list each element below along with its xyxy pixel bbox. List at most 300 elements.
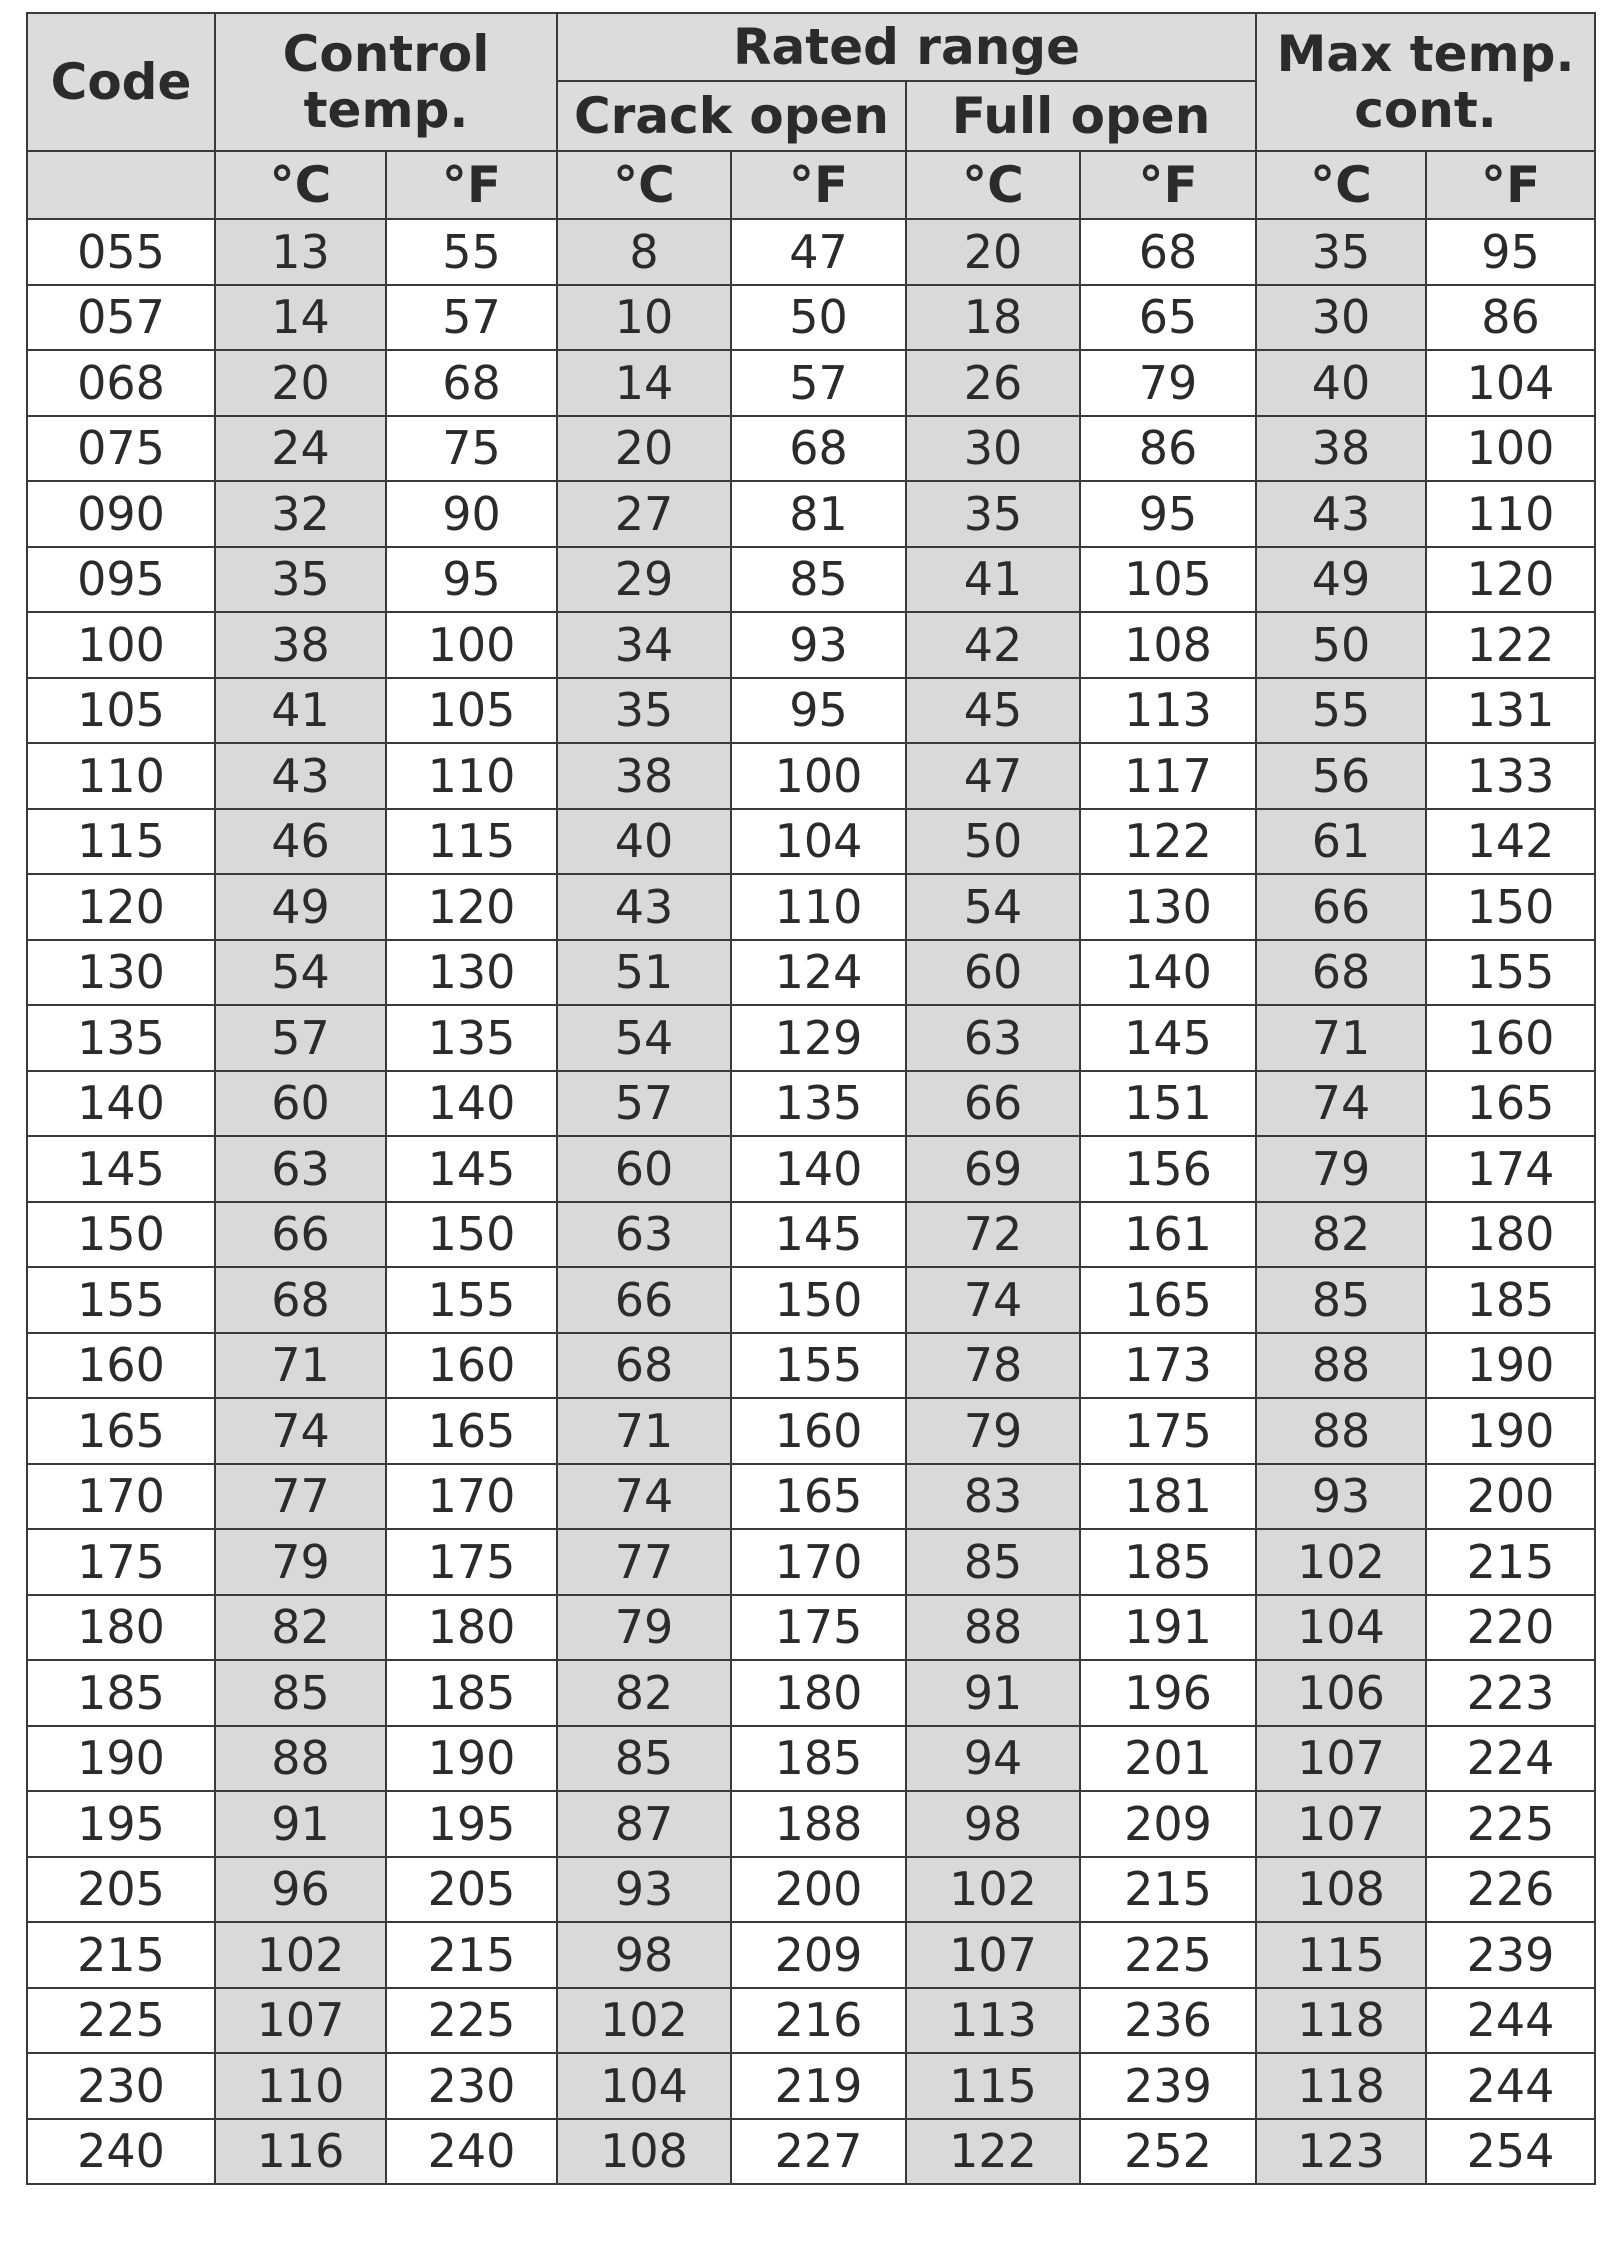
cell-full-f: 239: [1080, 2053, 1256, 2119]
table-row: [27, 612, 1595, 678]
cell-full-c: 18: [906, 285, 1080, 351]
header-control-temp: Control temp.: [215, 13, 557, 151]
cell-full-c: 102: [906, 1857, 1080, 1923]
table-row: [27, 1071, 1595, 1137]
cell-control-c: 38: [215, 612, 386, 678]
cell-full-f: 225: [1080, 1922, 1256, 1988]
cell-max-f: 165: [1426, 1071, 1595, 1137]
cell-full-f: 68: [1080, 219, 1256, 285]
cell-max-f: 239: [1426, 1922, 1595, 1988]
cell-control-c: 35: [215, 547, 386, 613]
table-row: [27, 1726, 1595, 1792]
cell-crack-c: 35: [557, 678, 731, 744]
cell-full-f: 175: [1080, 1398, 1256, 1464]
table-row: [27, 809, 1595, 875]
cell-code: 175: [27, 1529, 215, 1595]
cell-crack-c: 54: [557, 1005, 731, 1071]
cell-full-f: 117: [1080, 743, 1256, 809]
cell-max-c: 55: [1256, 678, 1426, 744]
cell-full-c: 115: [906, 2053, 1080, 2119]
cell-crack-f: 165: [731, 1464, 906, 1530]
cell-max-f: 215: [1426, 1529, 1595, 1595]
cell-crack-f: 95: [731, 678, 906, 744]
cell-full-c: 54: [906, 874, 1080, 940]
cell-crack-c: 29: [557, 547, 731, 613]
cell-crack-f: 160: [731, 1398, 906, 1464]
cell-full-c: 91: [906, 1660, 1080, 1726]
table-row: [27, 2119, 1595, 2185]
cell-control-c: 57: [215, 1005, 386, 1071]
cell-control-c: 96: [215, 1857, 386, 1923]
cell-crack-f: 145: [731, 1202, 906, 1268]
unit-full-c: °C: [906, 151, 1080, 219]
table-row: [27, 1660, 1595, 1726]
cell-crack-c: 104: [557, 2053, 731, 2119]
cell-max-f: 190: [1426, 1398, 1595, 1464]
cell-control-f: 135: [386, 1005, 557, 1071]
cell-control-c: 85: [215, 1660, 386, 1726]
cell-code: 075: [27, 416, 215, 482]
cell-code: 165: [27, 1398, 215, 1464]
cell-code: 140: [27, 1071, 215, 1137]
cell-crack-f: 175: [731, 1595, 906, 1661]
cell-full-f: 181: [1080, 1464, 1256, 1530]
cell-crack-f: 47: [731, 219, 906, 285]
cell-full-f: 151: [1080, 1071, 1256, 1137]
table-row: [27, 350, 1595, 416]
cell-crack-f: 150: [731, 1267, 906, 1333]
cell-max-c: 107: [1256, 1791, 1426, 1857]
table-row: [27, 1005, 1595, 1071]
cell-crack-f: 124: [731, 940, 906, 1006]
temperature-table-container: [26, 12, 1596, 2185]
cell-control-f: 165: [386, 1398, 557, 1464]
cell-code: 130: [27, 940, 215, 1006]
header-code: Code: [27, 13, 215, 151]
cell-code: 105: [27, 678, 215, 744]
cell-control-c: 71: [215, 1333, 386, 1399]
cell-full-c: 50: [906, 809, 1080, 875]
cell-crack-f: 209: [731, 1922, 906, 1988]
cell-crack-f: 50: [731, 285, 906, 351]
cell-control-c: 88: [215, 1726, 386, 1792]
unit-full-f: °F: [1080, 151, 1256, 219]
cell-control-f: 145: [386, 1136, 557, 1202]
cell-control-f: 205: [386, 1857, 557, 1923]
header-max-temp-cont: Max temp. cont.: [1256, 13, 1595, 151]
cell-control-f: 215: [386, 1922, 557, 1988]
cell-crack-c: 71: [557, 1398, 731, 1464]
cell-crack-c: 20: [557, 416, 731, 482]
cell-max-c: 115: [1256, 1922, 1426, 1988]
table-row: [27, 1202, 1595, 1268]
cell-full-c: 79: [906, 1398, 1080, 1464]
cell-code: 205: [27, 1857, 215, 1923]
cell-code: 090: [27, 481, 215, 547]
cell-control-f: 185: [386, 1660, 557, 1726]
cell-crack-f: 170: [731, 1529, 906, 1595]
unit-max-c: °C: [1256, 151, 1426, 219]
header-full-open: Full open: [906, 81, 1256, 151]
cell-crack-c: 57: [557, 1071, 731, 1137]
cell-max-c: 74: [1256, 1071, 1426, 1137]
cell-code: 240: [27, 2119, 215, 2185]
cell-control-f: 68: [386, 350, 557, 416]
cell-max-f: 131: [1426, 678, 1595, 744]
table-row: [27, 1136, 1595, 1202]
cell-control-f: 175: [386, 1529, 557, 1595]
table-row: [27, 1464, 1595, 1530]
cell-full-f: 156: [1080, 1136, 1256, 1202]
cell-control-c: 66: [215, 1202, 386, 1268]
cell-crack-c: 14: [557, 350, 731, 416]
cell-control-c: 46: [215, 809, 386, 875]
cell-max-c: 61: [1256, 809, 1426, 875]
table-row: [27, 2053, 1595, 2119]
cell-code: 095: [27, 547, 215, 613]
cell-full-c: 35: [906, 481, 1080, 547]
cell-crack-f: 185: [731, 1726, 906, 1792]
cell-full-f: 122: [1080, 809, 1256, 875]
table-row: [27, 547, 1595, 613]
cell-max-c: 85: [1256, 1267, 1426, 1333]
cell-control-c: 20: [215, 350, 386, 416]
cell-code: 180: [27, 1595, 215, 1661]
cell-max-c: 104: [1256, 1595, 1426, 1661]
cell-crack-c: 82: [557, 1660, 731, 1726]
cell-code: 068: [27, 350, 215, 416]
unit-control-c: °C: [215, 151, 386, 219]
table-row: [27, 1529, 1595, 1595]
cell-full-f: 145: [1080, 1005, 1256, 1071]
cell-full-c: 26: [906, 350, 1080, 416]
cell-max-c: 30: [1256, 285, 1426, 351]
cell-max-c: 88: [1256, 1333, 1426, 1399]
cell-control-f: 230: [386, 2053, 557, 2119]
cell-crack-f: 180: [731, 1660, 906, 1726]
cell-full-c: 60: [906, 940, 1080, 1006]
cell-control-f: 90: [386, 481, 557, 547]
cell-max-c: 38: [1256, 416, 1426, 482]
cell-full-f: 79: [1080, 350, 1256, 416]
cell-full-f: 201: [1080, 1726, 1256, 1792]
cell-control-c: 32: [215, 481, 386, 547]
cell-full-f: 140: [1080, 940, 1256, 1006]
cell-max-f: 110: [1426, 481, 1595, 547]
cell-full-c: 45: [906, 678, 1080, 744]
cell-full-f: 105: [1080, 547, 1256, 613]
cell-crack-c: 85: [557, 1726, 731, 1792]
cell-full-f: 209: [1080, 1791, 1256, 1857]
cell-max-f: 150: [1426, 874, 1595, 940]
cell-crack-c: 77: [557, 1529, 731, 1595]
cell-max-f: 120: [1426, 547, 1595, 613]
cell-max-f: 244: [1426, 2053, 1595, 2119]
table-row: [27, 940, 1595, 1006]
cell-max-c: 56: [1256, 743, 1426, 809]
cell-control-f: 160: [386, 1333, 557, 1399]
unit-max-f: °F: [1426, 151, 1595, 219]
cell-full-c: 83: [906, 1464, 1080, 1530]
cell-code: 115: [27, 809, 215, 875]
cell-crack-c: 63: [557, 1202, 731, 1268]
cell-code: 215: [27, 1922, 215, 1988]
cell-max-f: 190: [1426, 1333, 1595, 1399]
cell-full-f: 215: [1080, 1857, 1256, 1923]
cell-crack-c: 8: [557, 219, 731, 285]
cell-max-f: 133: [1426, 743, 1595, 809]
cell-full-f: 173: [1080, 1333, 1256, 1399]
temperature-table: [26, 12, 1596, 2185]
cell-crack-c: 74: [557, 1464, 731, 1530]
cell-code: 185: [27, 1660, 215, 1726]
cell-control-c: 82: [215, 1595, 386, 1661]
cell-full-c: 78: [906, 1333, 1080, 1399]
cell-full-c: 85: [906, 1529, 1080, 1595]
cell-full-f: 108: [1080, 612, 1256, 678]
table-row: [27, 219, 1595, 285]
cell-crack-f: 200: [731, 1857, 906, 1923]
cell-control-f: 110: [386, 743, 557, 809]
cell-max-c: 40: [1256, 350, 1426, 416]
cell-max-f: 142: [1426, 809, 1595, 875]
cell-control-c: 68: [215, 1267, 386, 1333]
cell-full-c: 63: [906, 1005, 1080, 1071]
cell-full-c: 47: [906, 743, 1080, 809]
cell-control-f: 155: [386, 1267, 557, 1333]
table-body: [27, 219, 1595, 2184]
cell-code: 135: [27, 1005, 215, 1071]
cell-crack-c: 43: [557, 874, 731, 940]
cell-crack-f: 219: [731, 2053, 906, 2119]
table-row: [27, 1267, 1595, 1333]
cell-crack-f: 57: [731, 350, 906, 416]
cell-full-f: 185: [1080, 1529, 1256, 1595]
cell-crack-c: 108: [557, 2119, 731, 2185]
cell-control-c: 60: [215, 1071, 386, 1137]
cell-crack-f: 85: [731, 547, 906, 613]
cell-crack-c: 60: [557, 1136, 731, 1202]
cell-full-f: 165: [1080, 1267, 1256, 1333]
cell-full-c: 88: [906, 1595, 1080, 1661]
table-row: [27, 416, 1595, 482]
cell-max-c: 88: [1256, 1398, 1426, 1464]
cell-control-f: 57: [386, 285, 557, 351]
header-crack-open: Crack open: [557, 81, 906, 151]
cell-crack-c: 38: [557, 743, 731, 809]
cell-max-f: 86: [1426, 285, 1595, 351]
cell-full-c: 98: [906, 1791, 1080, 1857]
table-row: [27, 285, 1595, 351]
cell-control-c: 107: [215, 1988, 386, 2054]
cell-max-c: 118: [1256, 2053, 1426, 2119]
cell-crack-f: 188: [731, 1791, 906, 1857]
cell-max-f: 155: [1426, 940, 1595, 1006]
header-code-unit-blank: [27, 151, 215, 219]
cell-max-c: 43: [1256, 481, 1426, 547]
cell-control-f: 240: [386, 2119, 557, 2185]
cell-max-f: 185: [1426, 1267, 1595, 1333]
cell-control-c: 43: [215, 743, 386, 809]
cell-control-f: 100: [386, 612, 557, 678]
cell-control-f: 170: [386, 1464, 557, 1530]
cell-control-c: 102: [215, 1922, 386, 1988]
cell-max-c: 102: [1256, 1529, 1426, 1595]
table-row: [27, 1857, 1595, 1923]
cell-full-c: 69: [906, 1136, 1080, 1202]
cell-control-f: 225: [386, 1988, 557, 2054]
cell-max-f: 95: [1426, 219, 1595, 285]
cell-code: 155: [27, 1267, 215, 1333]
cell-crack-f: 110: [731, 874, 906, 940]
cell-crack-f: 104: [731, 809, 906, 875]
cell-max-c: 66: [1256, 874, 1426, 940]
cell-max-f: 254: [1426, 2119, 1595, 2185]
cell-crack-c: 10: [557, 285, 731, 351]
cell-full-f: 86: [1080, 416, 1256, 482]
cell-control-f: 75: [386, 416, 557, 482]
cell-crack-c: 79: [557, 1595, 731, 1661]
cell-full-c: 72: [906, 1202, 1080, 1268]
table-row: [27, 1922, 1595, 1988]
cell-control-c: 74: [215, 1398, 386, 1464]
cell-control-c: 14: [215, 285, 386, 351]
cell-full-f: 161: [1080, 1202, 1256, 1268]
cell-control-c: 77: [215, 1464, 386, 1530]
cell-full-c: 41: [906, 547, 1080, 613]
cell-max-c: 106: [1256, 1660, 1426, 1726]
cell-control-f: 115: [386, 809, 557, 875]
cell-crack-f: 68: [731, 416, 906, 482]
cell-max-c: 108: [1256, 1857, 1426, 1923]
cell-code: 150: [27, 1202, 215, 1268]
cell-control-f: 190: [386, 1726, 557, 1792]
cell-full-f: 95: [1080, 481, 1256, 547]
cell-control-c: 91: [215, 1791, 386, 1857]
cell-crack-c: 34: [557, 612, 731, 678]
table-row: [27, 1988, 1595, 2054]
cell-max-f: 160: [1426, 1005, 1595, 1071]
cell-max-c: 49: [1256, 547, 1426, 613]
cell-full-c: 113: [906, 1988, 1080, 2054]
cell-code: 190: [27, 1726, 215, 1792]
cell-code: 100: [27, 612, 215, 678]
cell-crack-f: 140: [731, 1136, 906, 1202]
cell-control-c: 116: [215, 2119, 386, 2185]
cell-code: 230: [27, 2053, 215, 2119]
cell-max-c: 68: [1256, 940, 1426, 1006]
cell-crack-f: 216: [731, 1988, 906, 2054]
cell-crack-f: 81: [731, 481, 906, 547]
cell-crack-c: 66: [557, 1267, 731, 1333]
cell-full-c: 30: [906, 416, 1080, 482]
cell-control-c: 110: [215, 2053, 386, 2119]
cell-code: 120: [27, 874, 215, 940]
table-row: [27, 481, 1595, 547]
cell-full-f: 113: [1080, 678, 1256, 744]
cell-code: 225: [27, 1988, 215, 2054]
cell-control-c: 79: [215, 1529, 386, 1595]
cell-max-f: 225: [1426, 1791, 1595, 1857]
unit-crack-c: °C: [557, 151, 731, 219]
cell-max-c: 118: [1256, 1988, 1426, 2054]
cell-max-f: 224: [1426, 1726, 1595, 1792]
cell-full-f: 236: [1080, 1988, 1256, 2054]
cell-control-f: 105: [386, 678, 557, 744]
cell-control-c: 63: [215, 1136, 386, 1202]
cell-full-c: 122: [906, 2119, 1080, 2185]
cell-crack-f: 155: [731, 1333, 906, 1399]
cell-control-f: 150: [386, 1202, 557, 1268]
table-row: [27, 874, 1595, 940]
cell-full-f: 65: [1080, 285, 1256, 351]
cell-control-f: 95: [386, 547, 557, 613]
cell-crack-c: 87: [557, 1791, 731, 1857]
table-row: [27, 1595, 1595, 1661]
cell-code: 170: [27, 1464, 215, 1530]
cell-full-f: 130: [1080, 874, 1256, 940]
table-row: [27, 1333, 1595, 1399]
cell-full-c: 94: [906, 1726, 1080, 1792]
cell-crack-c: 102: [557, 1988, 731, 2054]
cell-max-c: 35: [1256, 219, 1426, 285]
cell-code: 195: [27, 1791, 215, 1857]
cell-code: 055: [27, 219, 215, 285]
cell-code: 160: [27, 1333, 215, 1399]
cell-full-c: 107: [906, 1922, 1080, 1988]
cell-control-c: 13: [215, 219, 386, 285]
cell-crack-c: 93: [557, 1857, 731, 1923]
cell-max-c: 93: [1256, 1464, 1426, 1530]
cell-code: 057: [27, 285, 215, 351]
table-row: [27, 678, 1595, 744]
cell-full-f: 196: [1080, 1660, 1256, 1726]
cell-max-c: 71: [1256, 1005, 1426, 1071]
cell-max-c: 50: [1256, 612, 1426, 678]
unit-crack-f: °F: [731, 151, 906, 219]
cell-control-c: 54: [215, 940, 386, 1006]
cell-crack-f: 135: [731, 1071, 906, 1137]
cell-max-c: 82: [1256, 1202, 1426, 1268]
unit-control-f: °F: [386, 151, 557, 219]
cell-full-f: 252: [1080, 2119, 1256, 2185]
cell-max-f: 174: [1426, 1136, 1595, 1202]
cell-code: 145: [27, 1136, 215, 1202]
cell-max-f: 220: [1426, 1595, 1595, 1661]
cell-control-f: 120: [386, 874, 557, 940]
cell-full-c: 20: [906, 219, 1080, 285]
cell-crack-c: 68: [557, 1333, 731, 1399]
cell-crack-c: 98: [557, 1922, 731, 1988]
cell-crack-c: 40: [557, 809, 731, 875]
cell-full-c: 74: [906, 1267, 1080, 1333]
table-row: [27, 743, 1595, 809]
cell-max-f: 100: [1426, 416, 1595, 482]
cell-control-f: 180: [386, 1595, 557, 1661]
cell-crack-f: 100: [731, 743, 906, 809]
cell-crack-c: 27: [557, 481, 731, 547]
cell-max-c: 107: [1256, 1726, 1426, 1792]
cell-control-c: 24: [215, 416, 386, 482]
table-row: [27, 1398, 1595, 1464]
cell-max-f: 180: [1426, 1202, 1595, 1268]
header-rated-range: Rated range: [557, 13, 1256, 81]
table-row: [27, 1791, 1595, 1857]
cell-control-f: 55: [386, 219, 557, 285]
cell-crack-f: 227: [731, 2119, 906, 2185]
cell-max-f: 200: [1426, 1464, 1595, 1530]
cell-control-f: 140: [386, 1071, 557, 1137]
